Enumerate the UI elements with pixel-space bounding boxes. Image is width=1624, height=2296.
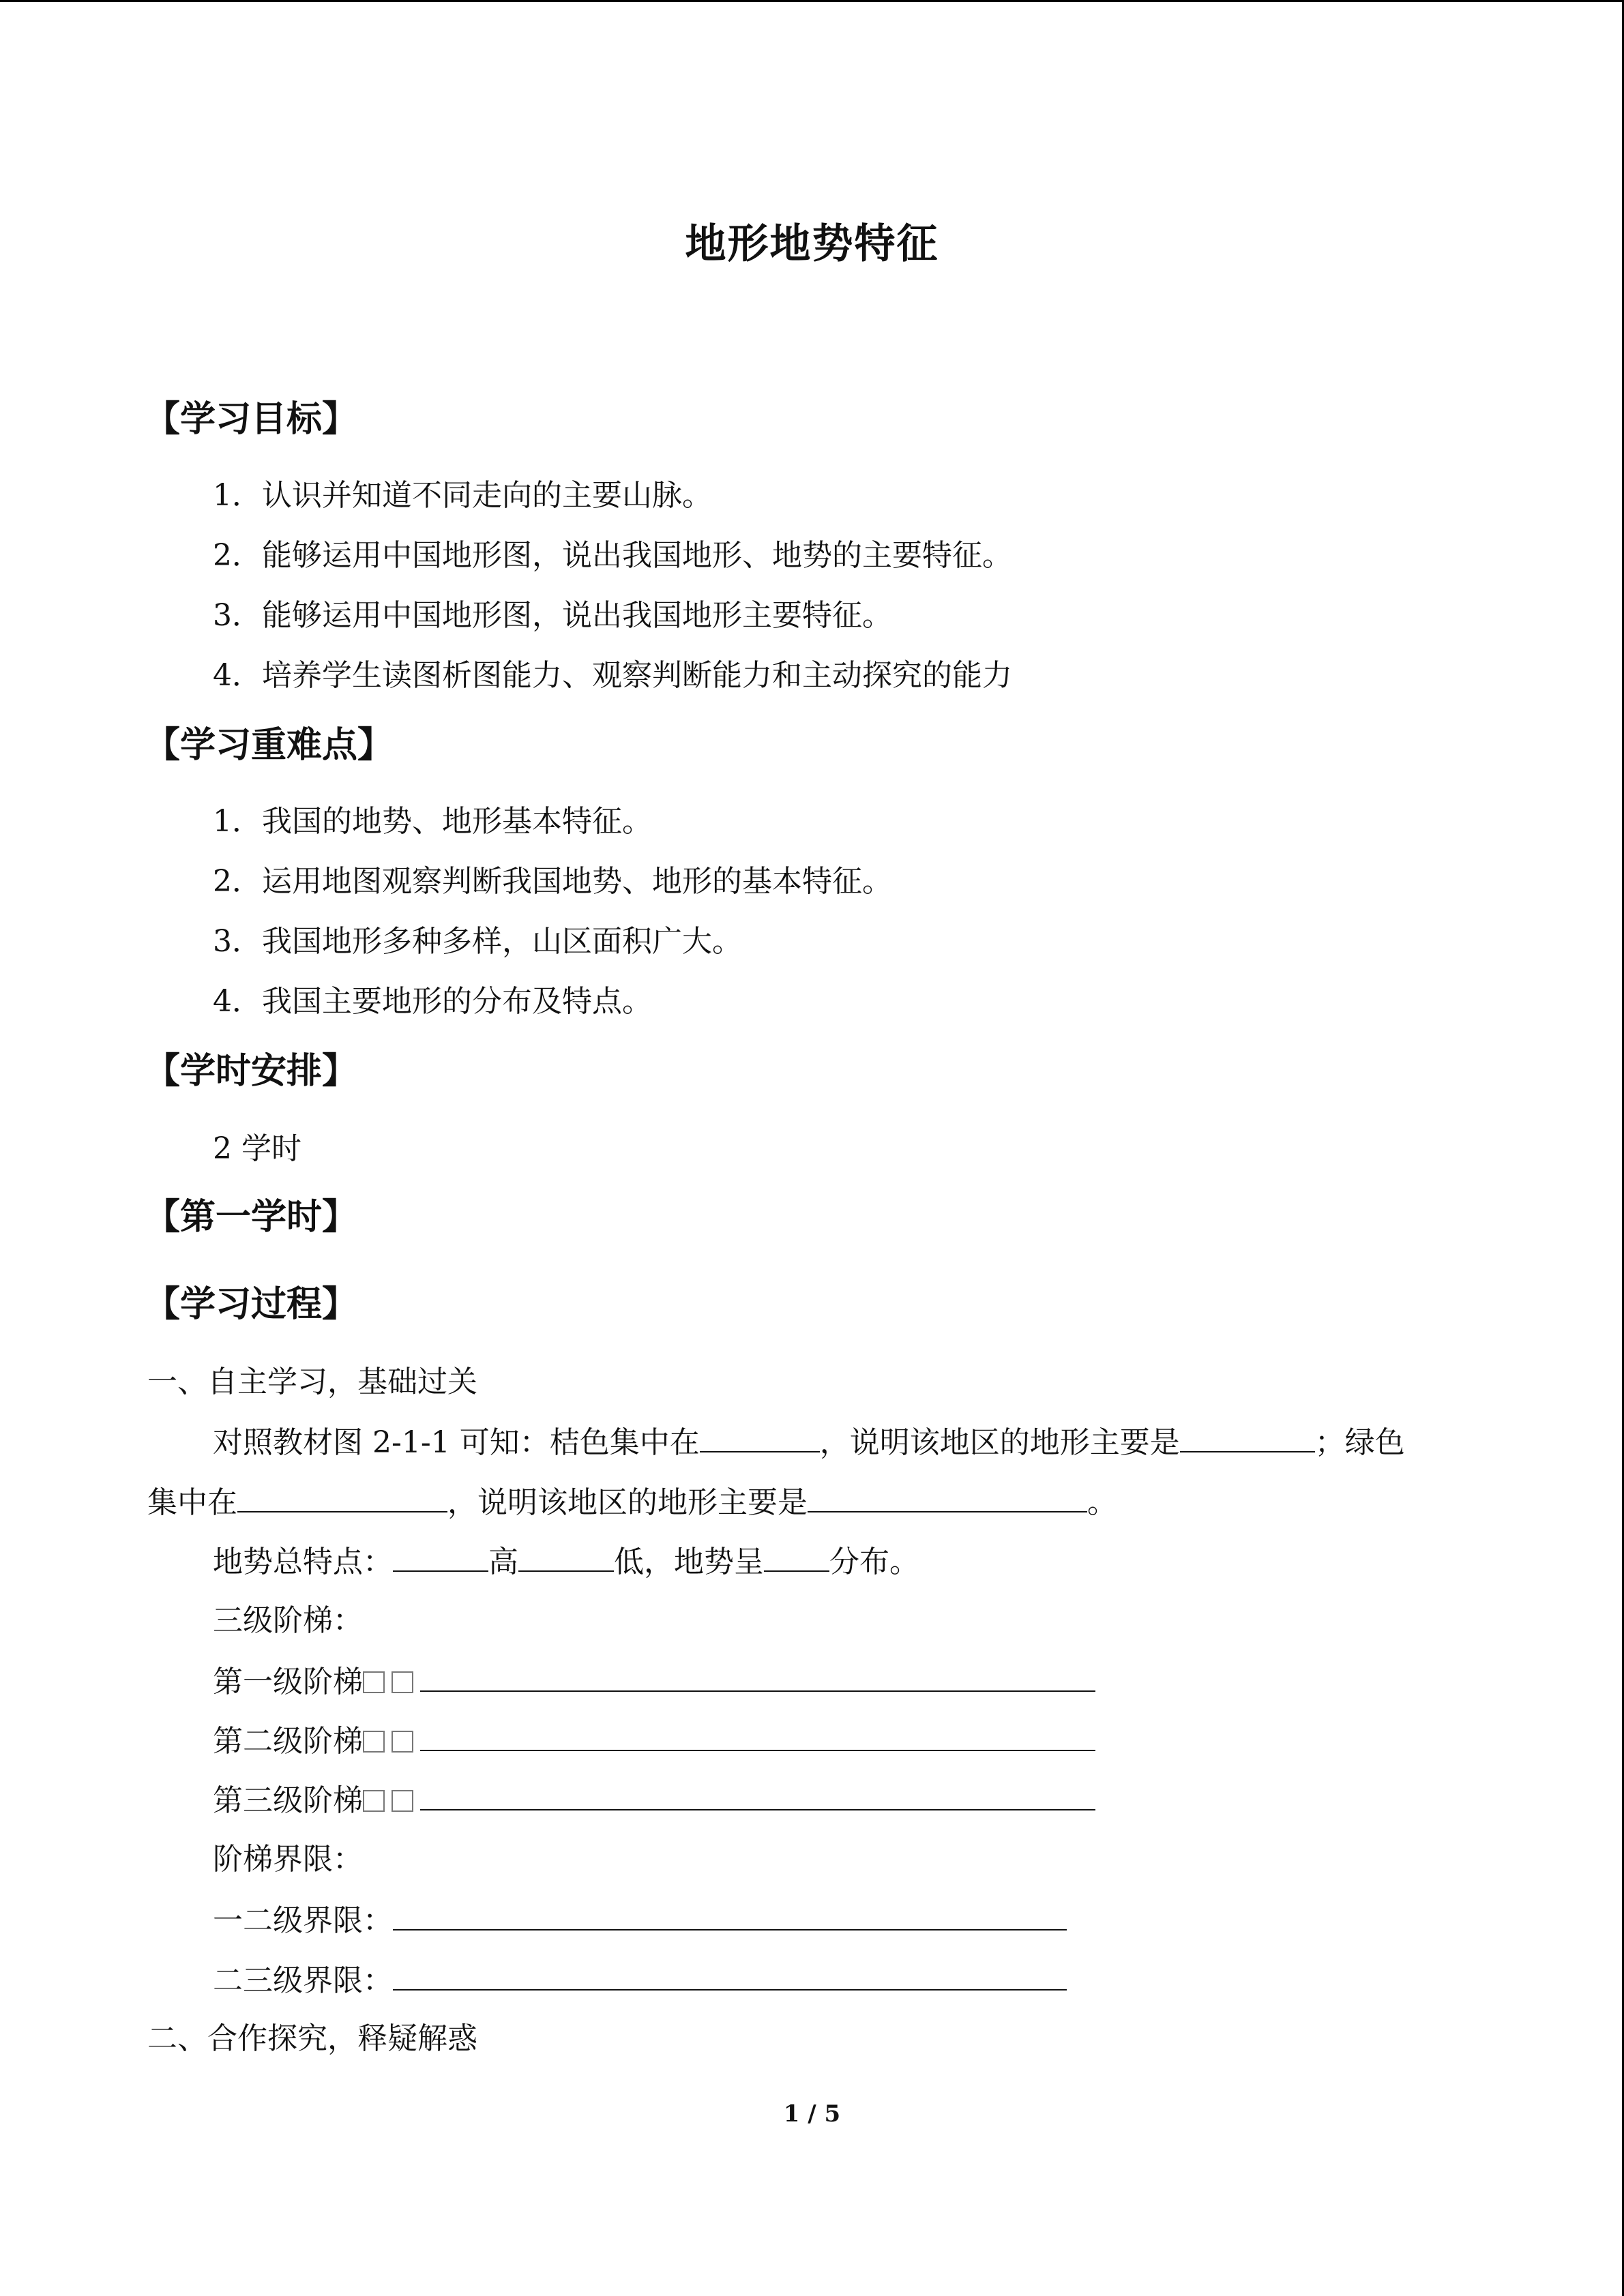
- checkbox-icon: [363, 1671, 385, 1693]
- step-label: 第三级阶梯: [213, 1783, 363, 1818]
- key-point-3: 3．我国地形多种多样，山区面积广大。: [213, 924, 742, 959]
- answer-blank[interactable]: [393, 1899, 1067, 1930]
- fill-text: 对照教材图 2-1-1 可知：桔色集中在: [213, 1425, 700, 1460]
- boundary-label: 二三级界限：: [213, 1963, 393, 1998]
- heading-schedule: 【学时安排】: [145, 1051, 358, 1092]
- fill-text: 低，地势呈: [614, 1545, 764, 1579]
- heading-process: 【学习过程】: [145, 1284, 358, 1325]
- checkbox-icon: [363, 1731, 385, 1753]
- step-2-line: [213, 1720, 1095, 1762]
- part2-title: 二、合作探究，释疑解惑: [147, 2021, 477, 2056]
- answer-blank[interactable]: [420, 1720, 1095, 1751]
- answer-blank[interactable]: [420, 1779, 1095, 1810]
- fill-paragraph-line-2: [147, 1481, 1117, 1523]
- key-point-1: 1．我国的地势、地形基本特征。: [213, 804, 652, 839]
- answer-blank[interactable]: [700, 1421, 820, 1452]
- heading-first-period: 【第一学时】: [145, 1197, 358, 1238]
- goal-item-2: 2．能够运用中国地形图，说出我国地形、地势的主要特征。: [213, 538, 1012, 573]
- schedule-text: 2 学时: [213, 1131, 301, 1166]
- fill-text: ，说明该地区的地形主要是: [819, 1425, 1180, 1460]
- boundary-title: 阶梯界限：: [213, 1842, 363, 1877]
- answer-blank[interactable]: [808, 1481, 1087, 1512]
- boundary-label: 一二级界限：: [213, 1903, 393, 1938]
- fill-text: ，说明该地区的地形主要是: [447, 1485, 808, 1520]
- fill-text: 。: [1087, 1485, 1117, 1520]
- step-3-line: [213, 1779, 1095, 1821]
- checkbox-icon: [363, 1790, 385, 1812]
- terrain-feature-line: [213, 1540, 919, 1583]
- fill-text: 地势总特点：: [213, 1545, 393, 1579]
- part1-title: 一、自主学习，基础过关: [147, 1365, 477, 1399]
- answer-blank[interactable]: [1180, 1421, 1315, 1452]
- goal-item-1: 1．认识并知道不同走向的主要山脉。: [213, 478, 712, 513]
- fill-text: 分布。: [829, 1545, 919, 1579]
- step-label: 第二级阶梯: [213, 1724, 363, 1759]
- goal-item-4: 4．培养学生读图析图能力、观察判断能力和主动探究的能力: [213, 658, 1012, 693]
- goal-item-3: 3．能够运用中国地形图，说出我国地形主要特征。: [213, 598, 892, 633]
- key-point-4: 4．我国主要地形的分布及特点。: [213, 984, 652, 1019]
- answer-blank[interactable]: [518, 1540, 614, 1572]
- step-1-line: [213, 1660, 1095, 1703]
- fill-text: ；绿色: [1314, 1425, 1405, 1460]
- boundary-2-line: [213, 1959, 1067, 2001]
- key-point-2: 2．运用地图观察判断我国地势、地形的基本特征。: [213, 864, 892, 899]
- fill-text: 集中在: [147, 1485, 237, 1520]
- answer-blank[interactable]: [237, 1481, 447, 1512]
- answer-blank[interactable]: [393, 1959, 1067, 1991]
- answer-blank[interactable]: [764, 1540, 829, 1572]
- checkbox-icon: [392, 1671, 413, 1693]
- step-label: 第一级阶梯: [213, 1665, 363, 1699]
- steps-title: 三级阶梯：: [213, 1603, 363, 1638]
- checkbox-icon: [392, 1790, 413, 1812]
- heading-key-points: 【学习重难点】: [145, 725, 394, 766]
- document-title: 地形地势特征: [685, 220, 939, 268]
- checkbox-icon: [392, 1731, 413, 1753]
- fill-text: 高: [488, 1545, 518, 1579]
- answer-blank[interactable]: [393, 1540, 488, 1572]
- fill-paragraph-line-1: [213, 1421, 1405, 1463]
- boundary-1-line: [213, 1899, 1067, 1941]
- heading-learning-goals: 【学习目标】: [145, 399, 358, 440]
- answer-blank[interactable]: [420, 1660, 1095, 1692]
- page-number: 1 / 5: [783, 2100, 841, 2128]
